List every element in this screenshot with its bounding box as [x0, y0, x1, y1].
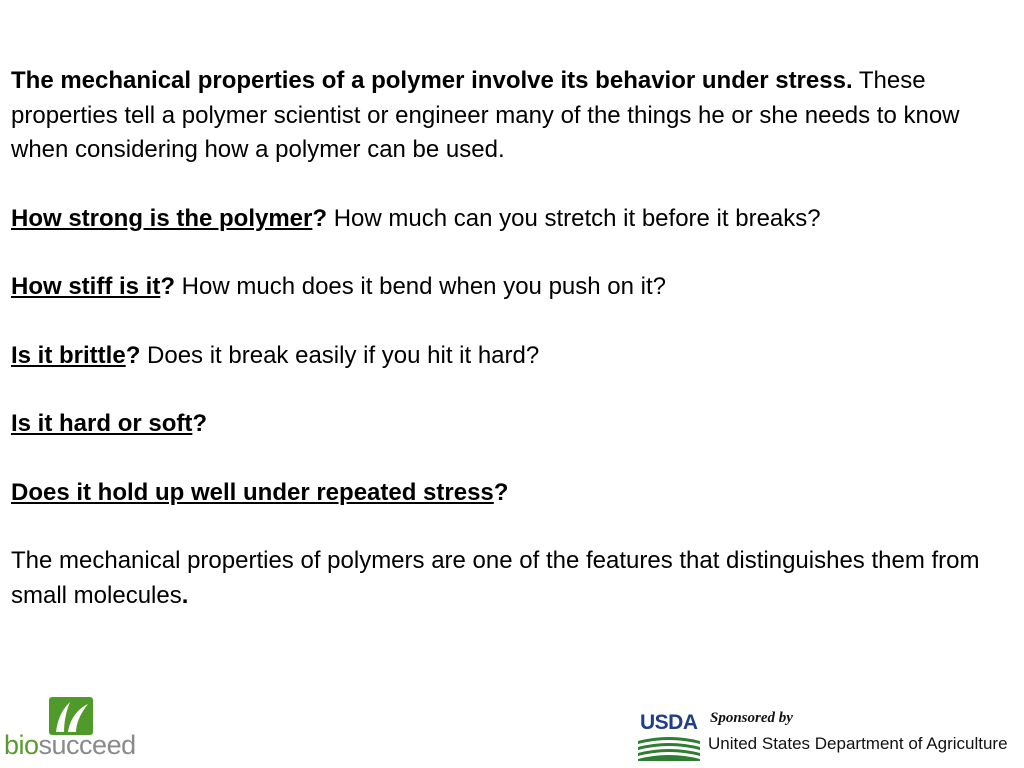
question-brittle: [11, 339, 1001, 374]
question-strength-text: How much can you stretch it before it breaks?: [327, 204, 821, 232]
intro-paragraph: [11, 64, 1001, 168]
question-brittle-text: Does it break easily if you hit it hard?: [140, 341, 540, 369]
usda-field-icon: [638, 735, 700, 761]
question-fatigue-link[interactable]: Does it hold up well under repeated stress: [11, 478, 494, 506]
closing-text: The mechanical properties of polymers are one of the features that distinguishes them from small molecules: [11, 547, 980, 609]
intro-text: These properties tell a polymer scientist or engineer many of the things he or she needs to know when considering how a polymer can be used.: [11, 67, 960, 163]
intro-bold-text: The mechanical properties of a polymer involve its behavior under stress.: [11, 67, 853, 94]
question-mark: ?: [192, 410, 208, 437]
usda-sponsor: [638, 705, 1024, 763]
question-strength-link[interactable]: How strong is the polymer: [11, 204, 313, 232]
question-mark: ?: [312, 204, 328, 232]
slide-content: [11, 64, 1001, 647]
usda-full-name: United States Department of Agriculture: [708, 734, 1008, 753]
question-strength: [11, 202, 1001, 237]
sponsored-by-label: Sponsored by: [710, 710, 793, 726]
question-mark: ?: [493, 478, 509, 506]
question-brittle-link[interactable]: Is it brittle: [11, 341, 126, 369]
question-mark: ?: [160, 273, 176, 300]
biosucceed-wordmark: [4, 730, 136, 761]
biosucceed-logo: [2, 692, 142, 762]
question-stiffness: [11, 270, 1001, 305]
question-fatigue: [11, 476, 1001, 511]
question-hardness: [11, 407, 1001, 442]
usda-logo-text: USDA: [640, 711, 698, 734]
question-stiffness-link[interactable]: How stiff is it: [11, 273, 161, 300]
logo-text-bio: bio: [4, 730, 39, 760]
question-hardness-link[interactable]: Is it hard or soft: [11, 410, 193, 437]
closing-period: .: [181, 581, 189, 609]
closing-paragraph: [11, 544, 1001, 613]
question-stiffness-text: How much does it bend when you push on it?: [175, 273, 666, 300]
question-mark: ?: [125, 341, 141, 369]
logo-text-succeed: succeed: [38, 730, 136, 760]
usda-logo: [638, 709, 700, 761]
